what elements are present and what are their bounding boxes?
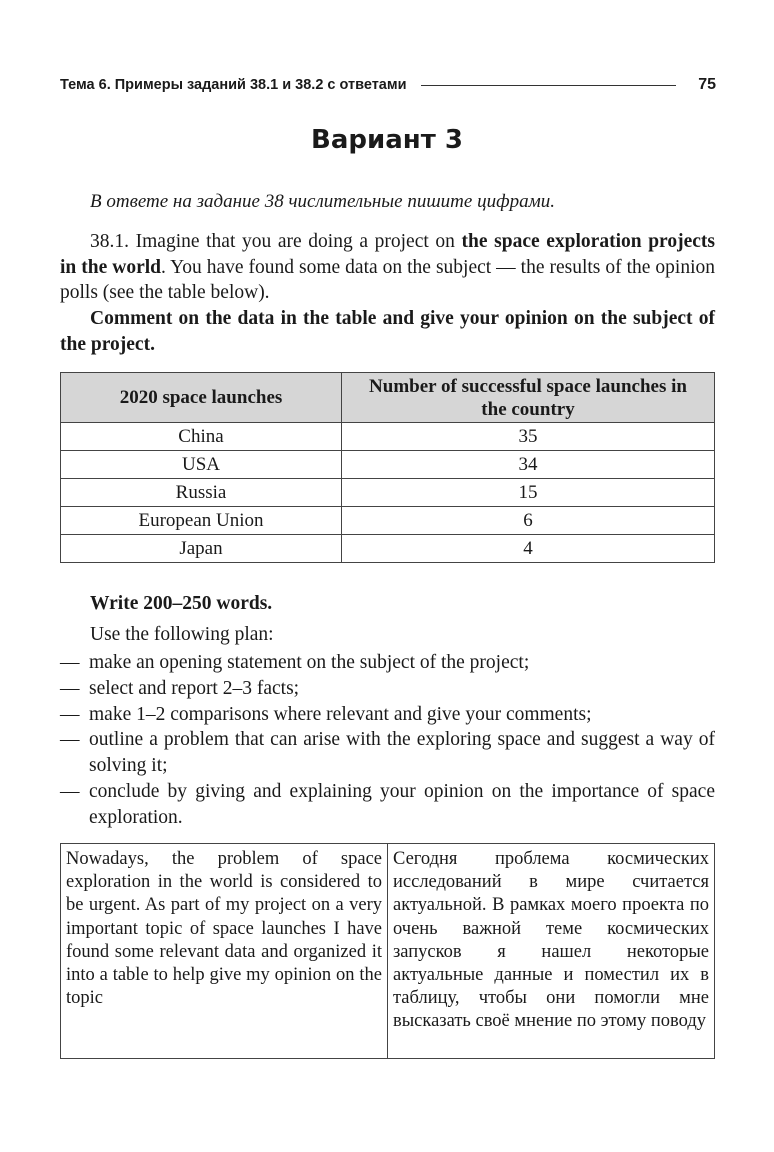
value-cell: 34 (342, 451, 715, 479)
table-header-row (61, 373, 715, 423)
country-cell: China (61, 423, 342, 451)
task-intro-topic: the space exploration projects in the world (60, 231, 715, 278)
instruction-note: В ответе на задание 38 числительные пишите цифрами. (90, 191, 555, 212)
table-row (61, 479, 715, 507)
column-header: Number of successful space launches in the country (342, 373, 715, 423)
value-cell: 15 (342, 479, 715, 507)
list-item (60, 727, 715, 779)
table-row (61, 423, 715, 451)
task-intro-suffix: . You have found some data on the subject — the results of the opinion polls (see the table below). (60, 256, 715, 303)
task-instruction: Comment on the data in the table and give your opinion on the subject of the project. (60, 308, 715, 355)
header-rule (421, 85, 677, 86)
plan-item-text: conclude by giving and explaining your opinion on the importance of space exploration. (89, 780, 715, 828)
page-number: 75 (698, 76, 716, 93)
plan-item-text: outline a problem that can arise with the exploring space and suggest a way of solving it; (89, 729, 715, 777)
plan-item-text: select and report 2–3 facts; (89, 677, 300, 699)
dash-bullet: — (60, 780, 80, 802)
value-cell: 4 (342, 535, 715, 563)
country-cell: European Union (61, 507, 342, 535)
table-row (61, 451, 715, 479)
table-row (61, 507, 715, 535)
word-count-instruction: Write 200–250 words. (90, 593, 273, 614)
value-cell: 6 (342, 507, 715, 535)
dash-bullet: — (60, 729, 80, 751)
plan-item-text: make 1–2 comparisons where relevant and give your comments; (89, 703, 592, 725)
country-cell: Russia (61, 479, 342, 507)
list-item (60, 676, 715, 702)
dash-bullet: — (60, 652, 80, 673)
answer-russian: Сегодня проблема космических исследований в мире считается актуальной. В рамках моего проекта по очень важной теме космических запусков я нашел некоторые актуальные данные и поместил их в таблицу, чтобы они помогли мне высказать своё мнение по этому поводу (388, 844, 715, 1059)
list-item (60, 779, 715, 831)
plan-list (60, 650, 715, 831)
list-item (60, 702, 715, 728)
answer-table (60, 843, 715, 1059)
answer-english: Nowadays, the problem of space exploration in the world is considered to be urgent. As part of my project on a very important topic of space launches I have found some relevant data and organized it into a table to help give my opinion on the topic (61, 844, 388, 1059)
country-cell: Japan (61, 535, 342, 563)
list-item (60, 650, 715, 676)
answer-row (61, 844, 715, 1059)
value-cell: 35 (342, 423, 715, 451)
page-title: Вариант 3 (311, 125, 463, 155)
plan-item-text: make an opening statement on the subject of the project; (89, 652, 530, 673)
dash-bullet: — (60, 677, 80, 699)
running-header (60, 74, 716, 96)
task-intro-prefix: 38.1. Imagine that you are doing a project on (90, 231, 462, 252)
column-header: 2020 space launches (61, 373, 342, 423)
launches-table (60, 372, 715, 563)
dash-bullet: — (60, 703, 80, 725)
task-intro (60, 229, 715, 306)
running-title: Тема 6. Примеры заданий 38.1 и 38.2 с ответами (60, 77, 407, 93)
country-cell: USA (61, 451, 342, 479)
plan-intro: Use the following plan: (90, 624, 274, 645)
table-row (61, 535, 715, 563)
